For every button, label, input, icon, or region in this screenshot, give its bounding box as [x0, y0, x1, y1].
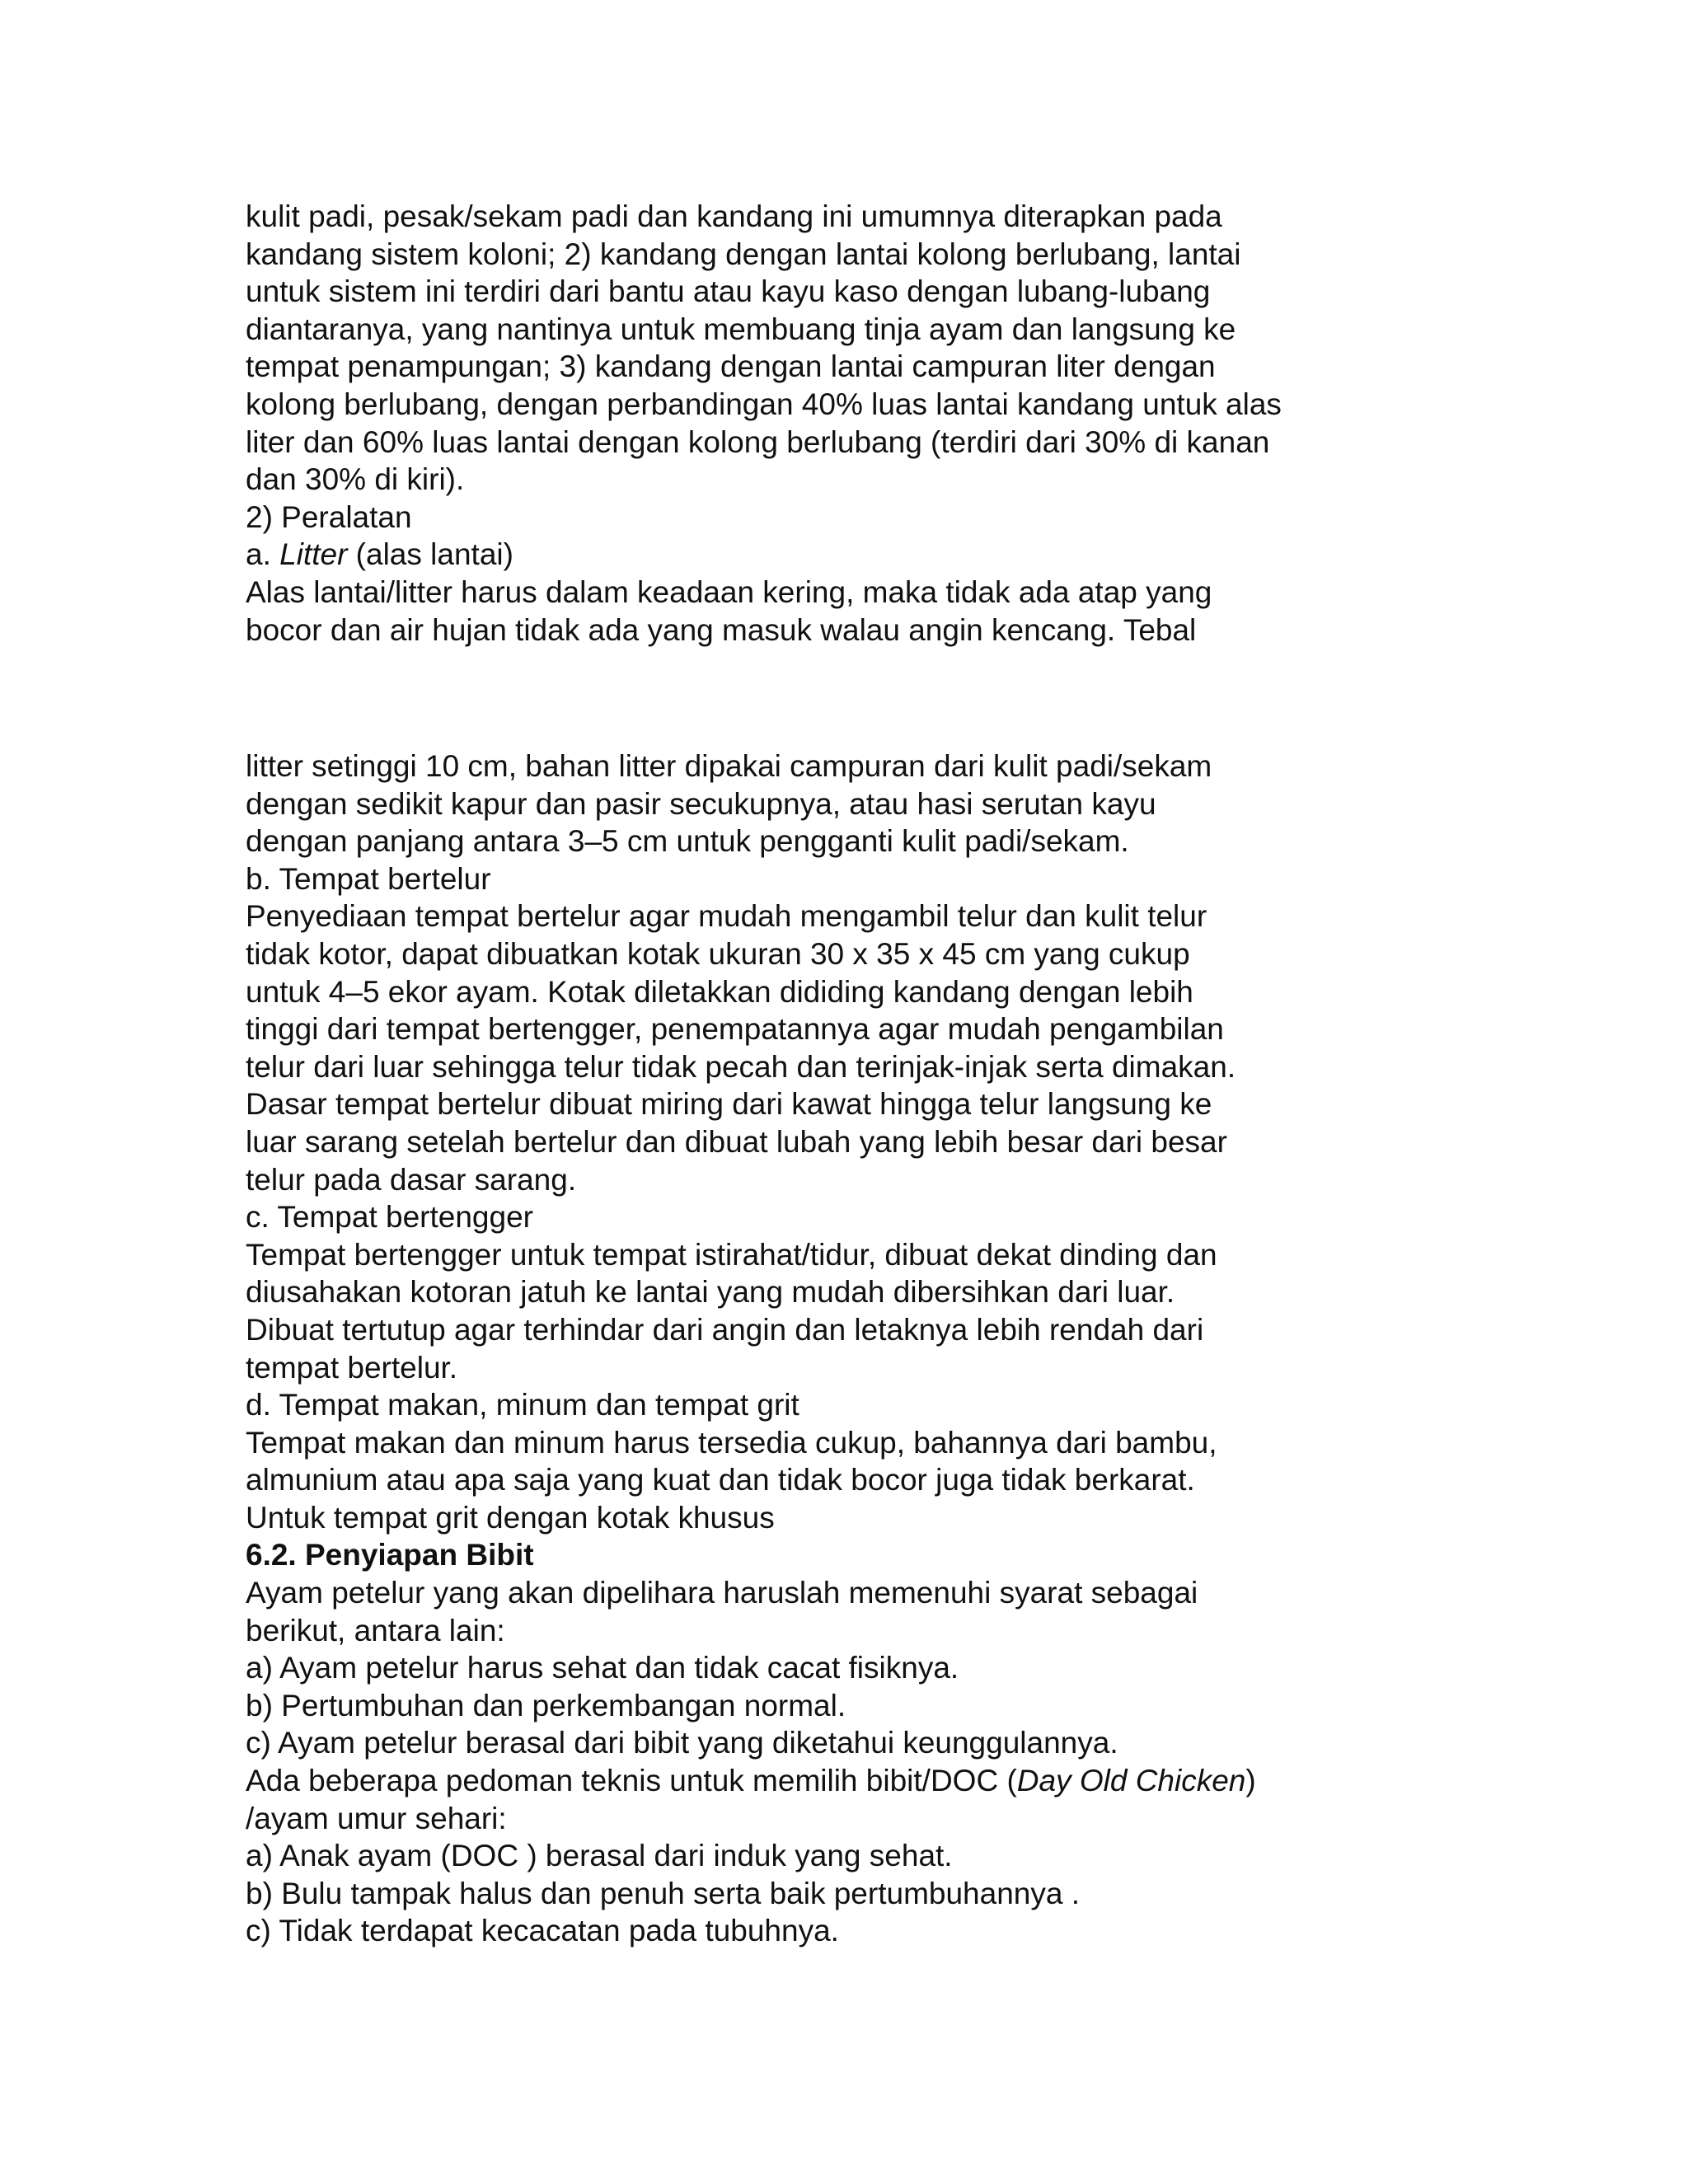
list-item: a) Anak ayam (DOC ) berasal dari induk yang sehat.	[246, 1839, 953, 1873]
text-line: dan 30% di kiri).	[246, 462, 465, 497]
item-heading-tempat-bertengger: c. Tempat bertengger	[246, 1200, 533, 1235]
text-line: telur pada dasar sarang.	[246, 1162, 577, 1197]
text-line: litter setinggi 10 cm, bahan litter dipakai campuran dari kulit padi/sekam	[246, 749, 1212, 783]
text-line: Alas lantai/litter harus dalam keadaan kering, maka tidak ada atap yang	[246, 574, 1212, 609]
item-suffix: (alas lantai)	[347, 537, 513, 572]
text-block-bottom	[246, 748, 1647, 1950]
text-line: untuk 4–5 ekor ayam. Kotak diletakkan dididing kandang dengan lebih	[246, 974, 1193, 1009]
text-suffix: )	[1245, 1764, 1256, 1798]
section-heading-penyiapan-bibit: 6.2. Penyiapan Bibit	[246, 1538, 534, 1572]
text-line: Ayam petelur yang akan dipelihara haruslah memenuhi syarat sebagai	[246, 1576, 1198, 1610]
text-line: kolong berlubang, dengan perbandingan 40% luas lantai kandang untuk alas	[246, 387, 1282, 421]
italic-term: Litter	[279, 537, 348, 572]
text-line: untuk sistem ini terdiri dari bantu atau kayu kaso dengan lubang-lubang	[246, 274, 1211, 309]
text-line: almunium atau apa saja yang kuat dan tidak bocor juga tidak berkarat.	[246, 1463, 1195, 1497]
text-line: bocor dan air hujan tidak ada yang masuk walau angin kencang. Tebal	[246, 612, 1197, 647]
item-heading-litter	[246, 536, 1647, 574]
text-line: luar sarang setelah bertelur dan dibuat lubah yang lebih besar dari besar	[246, 1124, 1227, 1159]
list-item: b) Bulu tampak halus dan penuh serta baik pertumbuhannya .	[246, 1876, 1080, 1910]
text-line: telur dari luar sehingga telur tidak pecah dan terinjak-injak serta dimakan.	[246, 1049, 1236, 1084]
text-line: dengan sedikit kapur dan pasir secukupnya, atau hasi serutan kayu	[246, 786, 1156, 821]
item-prefix: a.	[246, 537, 280, 572]
text-line: Untuk tempat grit dengan kotak khusus	[246, 1500, 775, 1535]
italic-term: Day Old Chicken	[1016, 1764, 1246, 1798]
text-line: Dasar tempat bertelur dibuat miring dari kawat hingga telur langsung ke	[246, 1087, 1212, 1122]
text-line: dengan panjang antara 3–5 cm untuk pengganti kulit padi/sekam.	[246, 824, 1129, 859]
text-line: tempat penampungan; 3) kandang dengan lantai campuran liter dengan	[246, 349, 1216, 384]
text-line: Penyediaan tempat bertelur agar mudah mengambil telur dan kulit telur	[246, 899, 1207, 934]
text-block-top	[246, 198, 1647, 649]
text-line: berikut, antara lain:	[246, 1613, 505, 1647]
list-item: b) Pertumbuhan dan perkembangan normal.	[246, 1688, 846, 1722]
text-prefix: Ada beberapa pedoman teknis untuk memilih bibit/DOC (	[246, 1764, 1017, 1798]
text-line: Tempat bertengger untuk tempat istirahat/tidur, dibuat dekat dinding dan	[246, 1237, 1217, 1272]
text-line: tinggi dari tempat bertengger, penempatannya agar mudah pengambilan	[246, 1012, 1224, 1047]
item-heading-tempat-bertelur: b. Tempat bertelur	[246, 861, 491, 896]
list-item: a) Ayam petelur harus sehat dan tidak cacat fisiknya.	[246, 1651, 959, 1685]
text-line-doc	[246, 1762, 1647, 1800]
text-line: tidak kotor, dapat dibuatkan kotak ukuran 30 x 35 x 45 cm yang cukup	[246, 936, 1190, 971]
text-line: Dibuat tertutup agar terhindar dari angin dan letaknya lebih rendah dari	[246, 1312, 1204, 1347]
text-line: diusahakan kotoran jatuh ke lantai yang mudah dibersihkan dari luar.	[246, 1275, 1175, 1310]
text-line: liter dan 60% luas lantai dengan kolong berlubang (terdiri dari 30% di kanan	[246, 424, 1270, 459]
text-line: diantaranya, yang nantinya untuk membuang tinja ayam dan langsung ke	[246, 312, 1236, 346]
text-line: tempat bertelur.	[246, 1350, 458, 1385]
text-line: /ayam umur sehari:	[246, 1801, 507, 1835]
item-heading-tempat-makan: d. Tempat makan, minum dan tempat grit	[246, 1388, 799, 1422]
text-line: kulit padi, pesak/sekam padi dan kandang ini umumnya diterapkan pada	[246, 199, 1222, 233]
list-item: c) Tidak terdapat kecacatan pada tubuhnya.	[246, 1914, 839, 1948]
subheading-peralatan: 2) Peralatan	[246, 499, 412, 534]
list-item: c) Ayam petelur berasal dari bibit yang diketahui keunggulannya.	[246, 1726, 1118, 1760]
text-line: kandang sistem koloni; 2) kandang dengan lantai kolong berlubang, lantai	[246, 237, 1241, 271]
text-line: Tempat makan dan minum harus tersedia cukup, bahannya dari bambu,	[246, 1425, 1217, 1460]
